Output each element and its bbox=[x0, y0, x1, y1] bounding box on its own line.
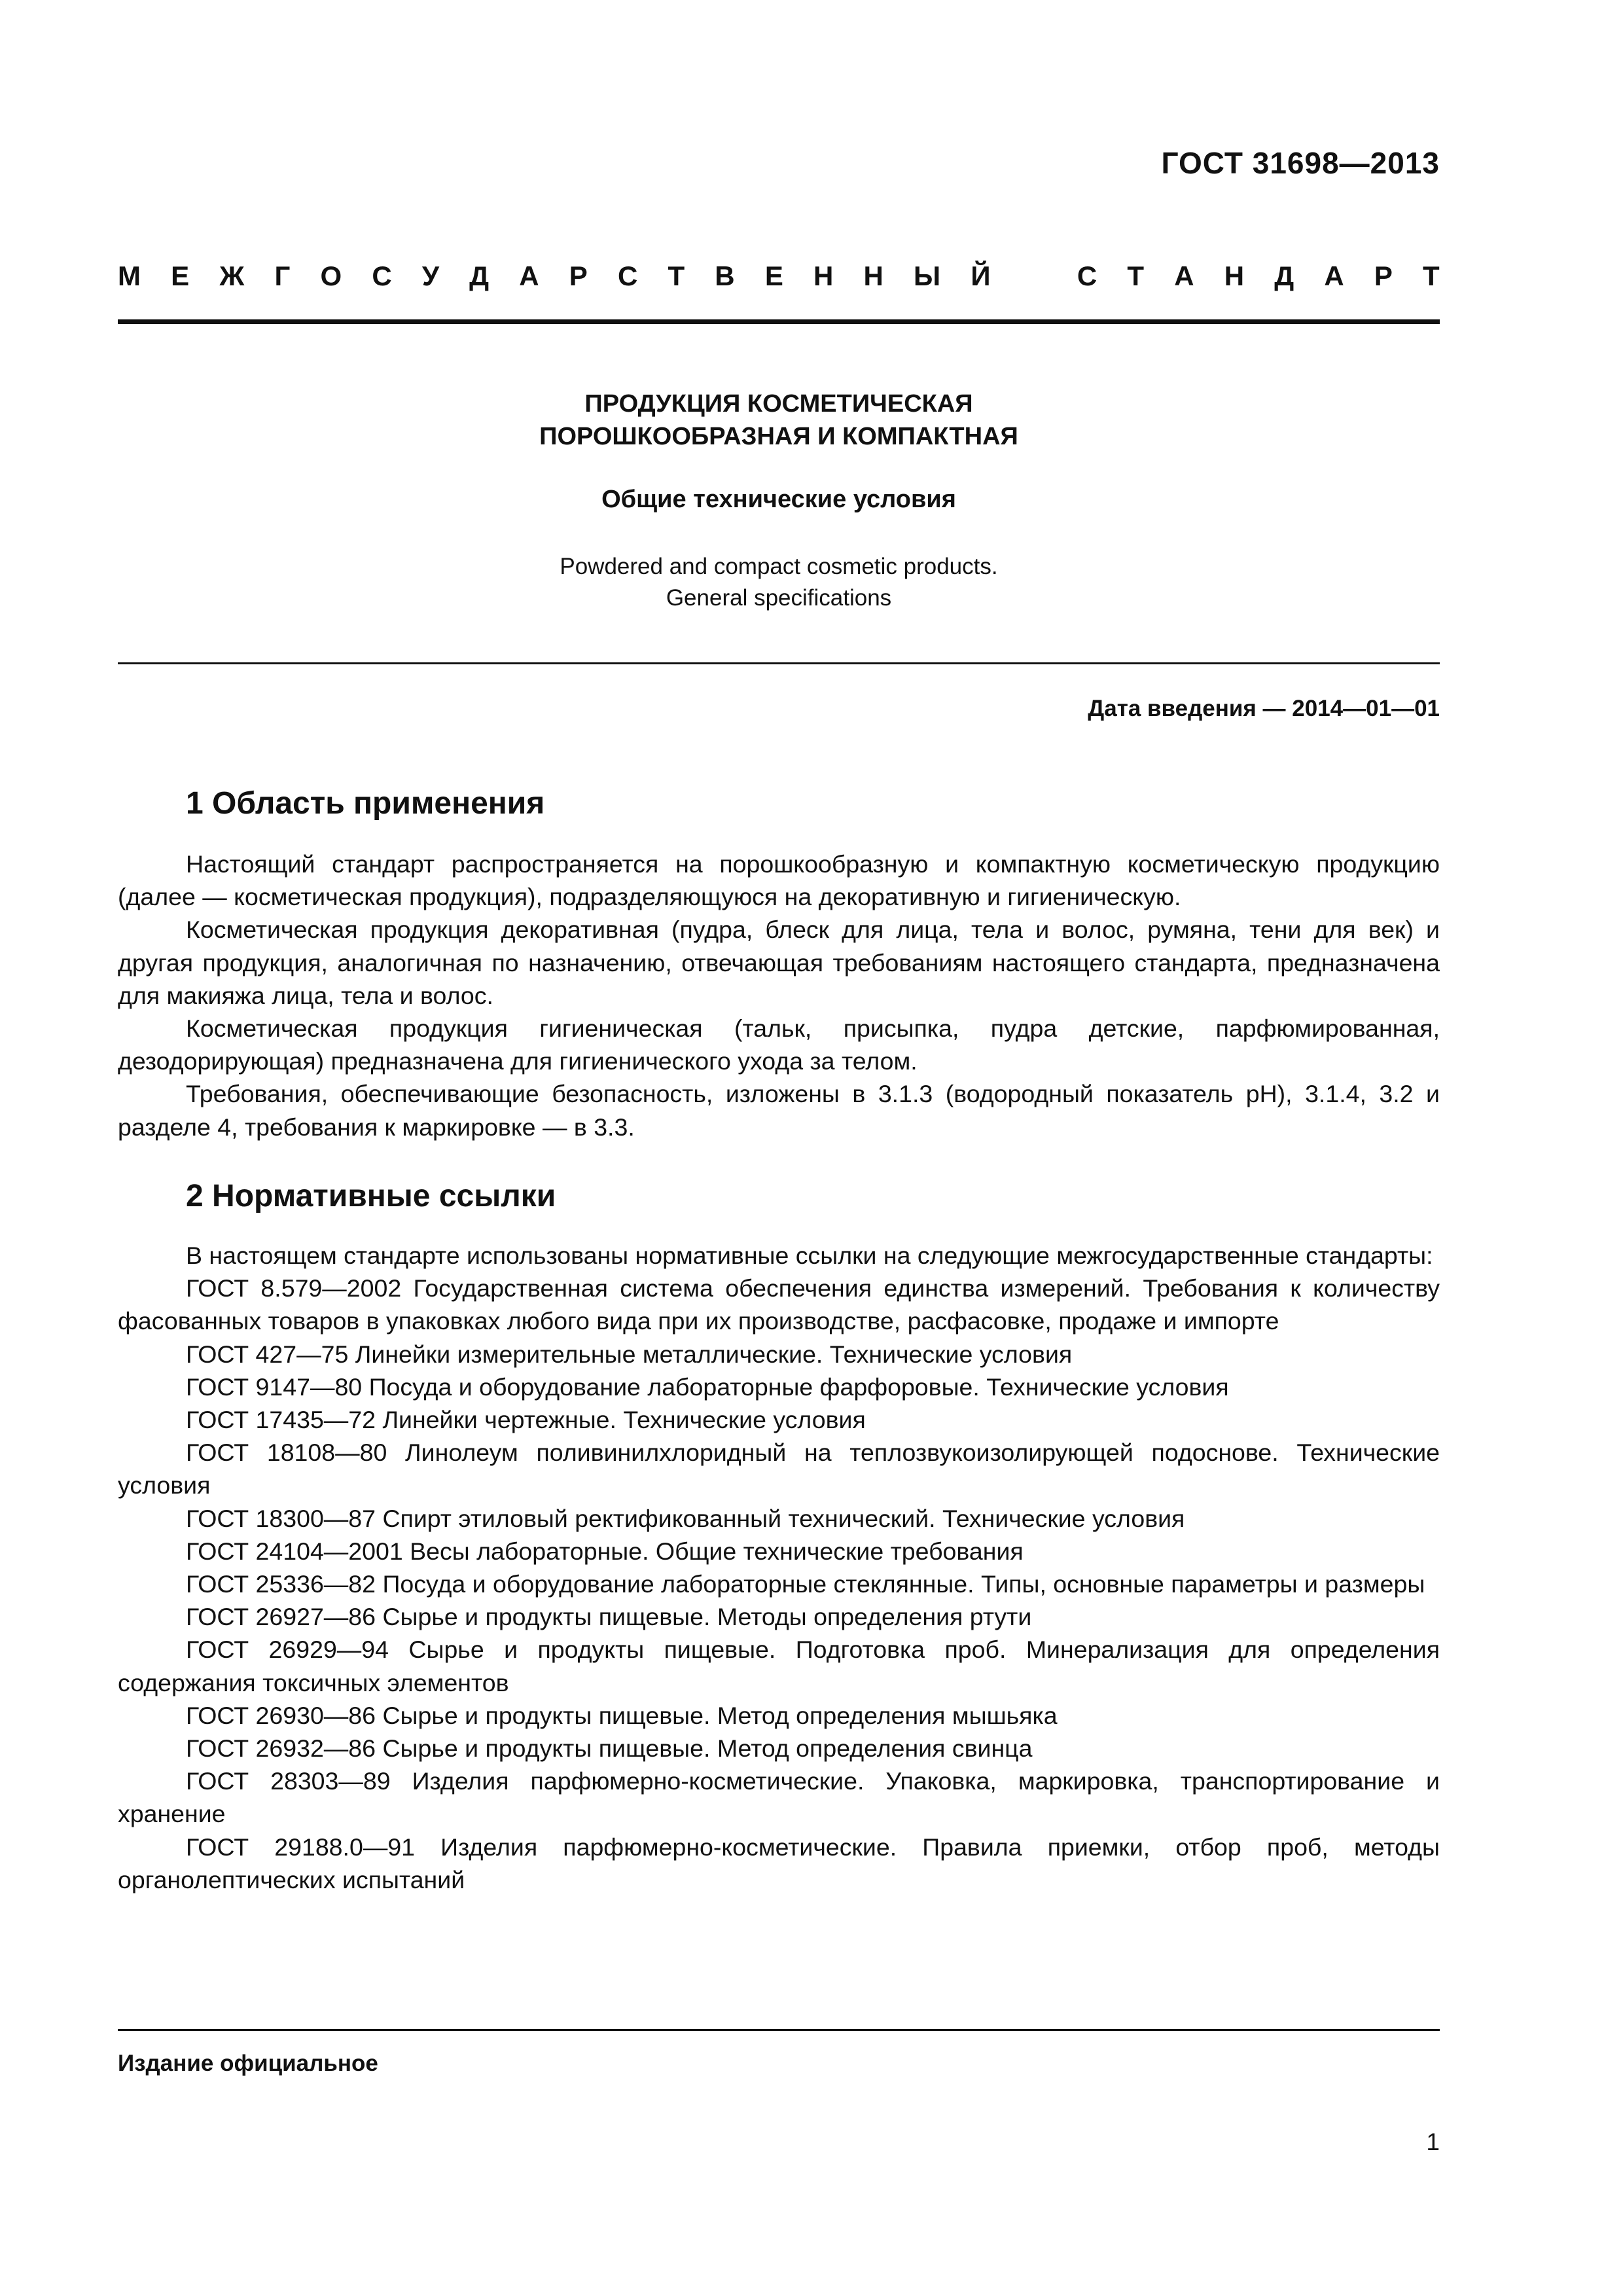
section-normative-references bbox=[118, 1178, 1440, 1896]
heading-letter: Ы bbox=[914, 260, 941, 291]
reference-item: ГОСТ 26927—86 Сырье и продукты пищевые. Методы определения ртути bbox=[186, 1603, 1032, 1631]
heading-letter: С bbox=[617, 260, 638, 291]
reference-item: ГОСТ 18300—87 Спирт этиловый ректификованный технический. Технические условия bbox=[186, 1504, 1185, 1532]
heading-letter: Т bbox=[1127, 260, 1145, 291]
reference-item: ГОСТ 427—75 Линейки измерительные металлические. Технические условия bbox=[186, 1340, 1073, 1368]
reference-item: ГОСТ 29188.0—91 Изделия парфюмерно-косметические. Правила приемки, отбор проб, методы органолептических испытаний bbox=[118, 1833, 1440, 1893]
document-title bbox=[118, 387, 1440, 453]
word-gap bbox=[1021, 260, 1047, 292]
paragraph: Косметическая продукция гигиеническая (тальк, присыпка, пудра детские, парфюмированная, дезодорирующая) предназначена для гигиенического ухода за телом. bbox=[118, 1014, 1440, 1075]
heading-letter: М bbox=[118, 260, 141, 291]
paragraph: Требования, обеспечивающие безопасность, изложены в 3.1.3 (водородный показатель pH), 3.1.4, 3.2 и разделе 4, требования к маркировке — в 3.3. bbox=[118, 1080, 1440, 1141]
reference-item: ГОСТ 9147—80 Посуда и оборудование лабораторные фарфоровые. Технические условия bbox=[186, 1372, 1229, 1401]
reference-item: ГОСТ 24104—2001 Весы лабораторные. Общие технические требования bbox=[186, 1537, 1024, 1565]
document-subtitle: Общие технические условия bbox=[601, 486, 956, 513]
heading-letter: А bbox=[1324, 260, 1344, 291]
heading-letter: Р bbox=[1374, 260, 1393, 291]
heading-letter: В bbox=[715, 260, 735, 291]
introduction-date: Дата введения — 2014—01—01 bbox=[1088, 696, 1440, 721]
heading-letter: С bbox=[1077, 260, 1097, 291]
title-line: ПОРОШКООБРАЗНАЯ И КОМПАКТНАЯ bbox=[539, 423, 1018, 450]
heading-letter: О bbox=[320, 260, 342, 291]
heading-letter: С bbox=[372, 260, 392, 291]
section-heading: 1 Область применения bbox=[186, 786, 545, 821]
english-title bbox=[118, 551, 1440, 614]
heading-letter: Н bbox=[813, 260, 834, 291]
reference-item: ГОСТ 26930—86 Сырье и продукты пищевые. Метод определения мышьяка bbox=[186, 1701, 1058, 1729]
page-number: 1 bbox=[1426, 2128, 1440, 2155]
heading-letter: А bbox=[1174, 260, 1194, 291]
standard-code: ГОСТ 31698—2013 bbox=[1161, 146, 1440, 180]
reference-item: ГОСТ 8.579—2002 Государственная система обеспечения единства измерений. Требования к количеству фасованных товаров в упаковках любого вида при их производстве, расфасовке, продаже и импорте bbox=[118, 1274, 1440, 1335]
heading-letter: Г bbox=[274, 260, 291, 291]
english-title-line: Powdered and compact cosmetic products. bbox=[560, 554, 998, 579]
paragraph: Настоящий стандарт распространяется на порошкообразную и компактную косметическую продукцию (далее — косметическая продукция), подразделяющуюся на декоративную и гигиеническую. bbox=[118, 850, 1440, 911]
paragraph: Косметическая продукция декоративная (пудра, блеск для лица, тела и волос, румяна, тени для век) и другая продукция, аналогичная по назначению, отвечающая требованиям настоящего стандарта, предназначена для макияжа лица, тела и волос. bbox=[118, 916, 1440, 1009]
heading-letter: Т bbox=[1423, 260, 1440, 291]
reference-item: ГОСТ 26932—86 Сырье и продукты пищевые. Метод определения свинца bbox=[186, 1734, 1033, 1763]
heading-letter: Д bbox=[469, 260, 490, 291]
reference-item: ГОСТ 28303—89 Изделия парфюмерно-косметические. Упаковка, маркировка, транспортирование и хранение bbox=[118, 1767, 1440, 1828]
heading-letter: Е bbox=[171, 260, 190, 291]
document-page bbox=[118, 0, 1440, 2296]
reference-item: ГОСТ 18108—80 Линолеум поливинилхлоридный на теплозвукоизолирующей подоснове. Технические условия bbox=[118, 1439, 1440, 1499]
reference-item: ГОСТ 17435—72 Линейки чертежные. Технические условия bbox=[186, 1406, 866, 1434]
heading-letter: Н bbox=[863, 260, 883, 291]
heading-letter: Р bbox=[569, 260, 588, 291]
section-heading: 2 Нормативные ссылки bbox=[186, 1179, 556, 1213]
english-title-line: General specifications bbox=[666, 585, 892, 611]
footer-divider bbox=[118, 2029, 1440, 2031]
heading-letter: Ж bbox=[219, 260, 245, 291]
heading-letter: Д bbox=[1274, 260, 1294, 291]
reference-item: ГОСТ 25336—82 Посуда и оборудование лабораторные стеклянные. Типы, основные параметры и размеры bbox=[186, 1570, 1425, 1598]
heading-letter: А bbox=[519, 260, 539, 291]
heading-letter: У bbox=[421, 260, 439, 291]
official-edition-label: Издание официальное bbox=[118, 2051, 378, 2076]
header-divider bbox=[118, 319, 1440, 324]
interstate-standard-heading bbox=[118, 260, 1440, 292]
section-scope bbox=[118, 785, 1440, 1143]
heading-letter: Е bbox=[764, 260, 783, 291]
heading-letter: Т bbox=[668, 260, 685, 291]
reference-item: ГОСТ 26929—94 Сырье и продукты пищевые. Подготовка проб. Минерализация для определения содержания токсичных элементов bbox=[118, 1636, 1440, 1696]
heading-letter: Й bbox=[971, 260, 991, 291]
title-line: ПРОДУКЦИЯ КОСМЕТИЧЕСКАЯ bbox=[584, 390, 973, 418]
paragraph: В настоящем стандарте использованы нормативные ссылки на следующие межгосударственные стандарты: bbox=[186, 1242, 1433, 1269]
heading-letter: Н bbox=[1224, 260, 1245, 291]
title-divider bbox=[118, 662, 1440, 664]
